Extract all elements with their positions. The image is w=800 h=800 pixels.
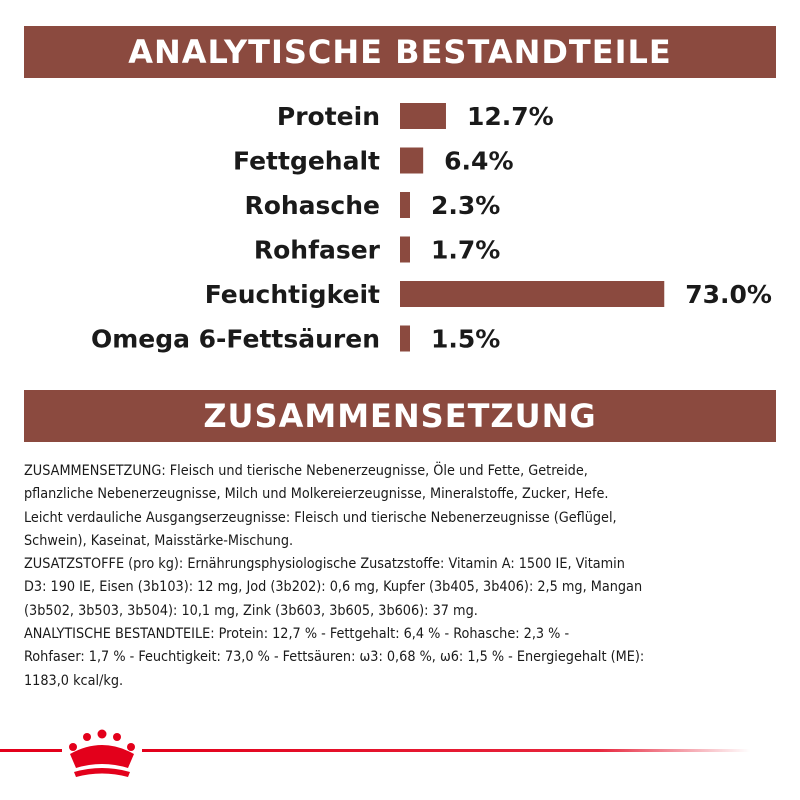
bar-category-label: Fettgehalt bbox=[233, 146, 380, 176]
composition-line: pflanzliche Nebenerzeugnisse, Milch und Molkereierzeugnisse, Mineralstoffe, Zucker, Hefe. bbox=[24, 486, 609, 503]
bar-category-label: Rohasche bbox=[244, 191, 380, 220]
composition-header-title: ZUSAMMENSETZUNG bbox=[203, 397, 597, 435]
composition-line: ZUSAMMENSETZUNG: Fleisch und tierische Nebenerzeugnisse, Öle und Fette, Getreide, bbox=[24, 463, 588, 479]
bar bbox=[400, 281, 664, 307]
composition-line: Schwein), Kaseinat, Maisstärke-Mischung. bbox=[24, 532, 294, 549]
composition-line: ZUSATZSTOFFE (pro kg): Ernährungsphysiologische Zusatzstoffe: Vitamin A: 1500 IE, Vitamin bbox=[24, 556, 625, 573]
bar bbox=[400, 237, 410, 263]
bar-category-label: Feuchtigkeit bbox=[204, 280, 380, 309]
composition-line: D3: 190 IE, Eisen (3b103): 12 mg, Jod (3b202): 0,6 mg, Kupfer (3b405, 3b406): 2,5 mg, Mangan bbox=[24, 579, 643, 596]
bar-value-label: 73.0% bbox=[685, 280, 772, 309]
bar-value-label: 1.5% bbox=[431, 324, 501, 354]
composition-line: 1183,0 kcal/kg. bbox=[24, 672, 124, 689]
bar bbox=[400, 148, 423, 174]
bar bbox=[400, 103, 446, 129]
bar-value-label: 2.3% bbox=[431, 191, 501, 220]
bar-category-label: Rohfaser bbox=[253, 235, 380, 265]
composition-header-banner bbox=[24, 390, 776, 442]
composition-line: (3b502, 3b503, 3b504): 10,1 mg, Zink (3b603, 3b605, 3b606): 37 mg. bbox=[24, 602, 478, 619]
bar-value-label: 1.7% bbox=[431, 235, 501, 265]
composition-line: ANALYTISCHE BESTANDTEILE: Protein: 12,7 % - Fettgehalt: 6,4 % - Rohasche: 2,3 % - bbox=[24, 626, 570, 643]
footer-red-line-right bbox=[142, 749, 750, 752]
analysis-bar-chart bbox=[0, 90, 800, 370]
bar-category-label: Protein bbox=[276, 102, 380, 131]
analysis-header-title: ANALYTISCHE BESTANDTEILE bbox=[128, 33, 672, 71]
crown-icon bbox=[69, 730, 135, 778]
bar bbox=[400, 326, 410, 352]
composition-text bbox=[24, 460, 784, 693]
bar-value-label: 12.7% bbox=[466, 102, 554, 131]
composition-line: Rohfaser: 1,7 % - Feuchtigkeit: 73,0 % - Fettsäuren: ω3: 0,68 %, ω6: 1,5 % - Energiegehalt (ME): bbox=[24, 649, 645, 666]
bar-value-label: 6.4% bbox=[444, 146, 514, 176]
bar bbox=[400, 192, 410, 218]
footer-brand-bar bbox=[0, 724, 800, 794]
footer-red-line-left bbox=[0, 749, 62, 752]
composition-line: Leicht verdauliche Ausgangserzeugnisse: Fleisch und tierische Nebenerzeugnisse (Geflügel, bbox=[24, 509, 617, 526]
bar-category-label: Omega 6-Fettsäuren bbox=[90, 324, 380, 354]
analysis-header-banner bbox=[24, 26, 776, 78]
